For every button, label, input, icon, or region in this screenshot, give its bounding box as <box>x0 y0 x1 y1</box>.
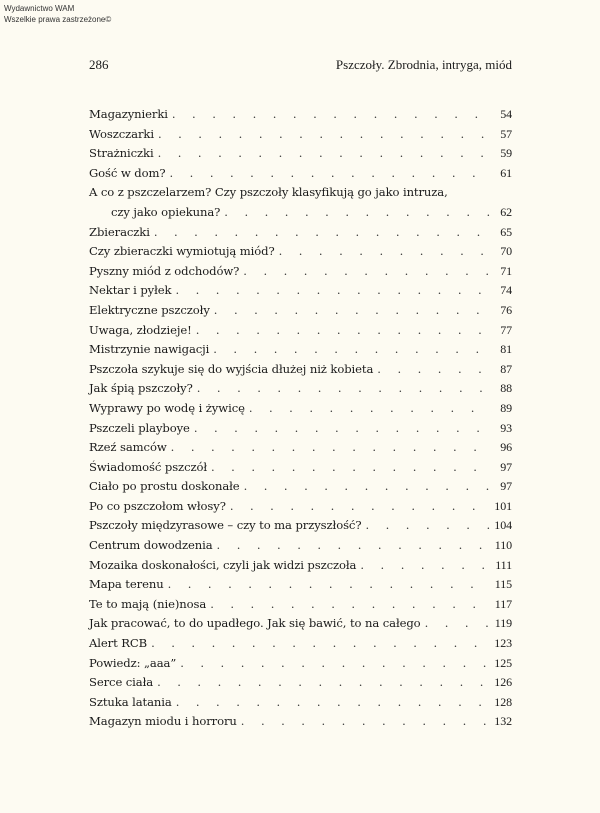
table-of-contents <box>89 105 512 732</box>
toc-entry <box>89 419 512 439</box>
toc-entry-page: 132 <box>494 714 512 729</box>
toc-entry-title: Powiedz: „aaa” <box>89 655 177 670</box>
dot-leader <box>244 477 492 497</box>
dot-leader <box>175 281 492 301</box>
toc-entry <box>89 438 512 458</box>
toc-entry-title-line1: A co z pszczelarzem? Czy pszczoły klasyfikują go jako intruza, <box>89 185 448 200</box>
toc-entry-page: 59 <box>500 146 512 161</box>
dot-leader <box>279 242 492 262</box>
dot-leader <box>425 614 491 634</box>
toc-entry <box>89 693 512 713</box>
dot-leader <box>210 595 491 615</box>
toc-entry-page: 71 <box>500 263 512 278</box>
toc-entry-page: 117 <box>494 596 512 611</box>
toc-entry-page: 57 <box>500 126 512 141</box>
dot-leader <box>360 556 491 576</box>
page-number: 286 <box>89 57 109 72</box>
dot-leader <box>249 399 492 419</box>
toc-entry <box>89 536 512 556</box>
toc-entry <box>89 125 512 145</box>
dot-leader <box>170 164 493 184</box>
dot-leader <box>158 125 492 145</box>
toc-entry-title: Sztuka latania <box>89 694 172 709</box>
copyright-notice: Wszelkie prawa zastrzeżone© <box>4 15 112 24</box>
toc-entry-page: 97 <box>500 459 512 474</box>
toc-entry-title: Te to mają (nie)nosa <box>89 596 207 611</box>
toc-entry-title: Wyprawy po wodę i żywicę <box>89 400 245 415</box>
dot-leader <box>224 203 492 223</box>
dot-leader <box>241 712 491 732</box>
toc-entry-title: Pszczoły międzyrasowe – czy to ma przyszłość? <box>89 518 362 533</box>
toc-entry-page: 88 <box>500 381 512 396</box>
toc-entry <box>89 242 512 262</box>
dot-leader <box>196 321 492 341</box>
toc-entry-title: Nektar i pyłek <box>89 283 172 298</box>
toc-entry-page: 123 <box>494 636 512 651</box>
running-title: Pszczoły. Zbrodnia, intryga, miód <box>335 57 512 72</box>
toc-entry-page: 126 <box>494 675 512 690</box>
toc-entry-title: Strażniczki <box>89 146 154 161</box>
toc-entry-title: Magazynierki <box>89 107 168 121</box>
toc-entry-page: 115 <box>494 577 512 592</box>
dot-leader <box>243 262 492 282</box>
toc-entry <box>89 556 512 576</box>
dot-leader <box>194 419 492 439</box>
toc-entry-title: Alert RCB <box>89 636 148 651</box>
toc-entry-page: 62 <box>500 204 512 219</box>
toc-entry-page: 65 <box>500 224 512 239</box>
toc-entry-page: 81 <box>500 342 512 357</box>
dot-leader <box>157 673 490 693</box>
toc-entry <box>89 360 512 380</box>
dot-leader <box>230 497 490 517</box>
toc-entry <box>89 516 512 536</box>
toc-entry-page: 70 <box>500 244 512 259</box>
toc-entry-page: 101 <box>494 498 512 513</box>
toc-entry-title: Mapa terenu <box>89 577 164 592</box>
publisher-notice <box>4 3 111 25</box>
toc-entry-title: Gość w dom? <box>89 165 166 180</box>
dot-leader <box>213 340 492 360</box>
toc-entry-page: 61 <box>500 165 512 180</box>
toc-entry-title: Mistrzynie nawigacji <box>89 342 210 357</box>
toc-entry-title: Czy zbieraczki wymiotują miód? <box>89 244 275 259</box>
toc-entry-title: Jak śpią pszczoły? <box>89 381 193 396</box>
toc-entry-title: Rzeź samców <box>89 440 167 455</box>
dot-leader <box>180 654 490 674</box>
toc-entry <box>89 712 512 732</box>
toc-entry-page: 89 <box>500 400 512 415</box>
toc-entry-title: Jak pracować, to do upadłego. Jak się bawić, to na całego <box>89 616 421 631</box>
toc-entry-page: 128 <box>494 694 512 709</box>
dot-leader <box>168 575 491 595</box>
toc-entry <box>89 673 512 693</box>
dot-leader <box>365 516 490 536</box>
toc-entry-page: 97 <box>500 479 512 494</box>
toc-entry <box>89 654 512 674</box>
toc-entry <box>89 575 512 595</box>
toc-entry-title: Serce ciała <box>89 675 154 690</box>
page-header <box>89 57 512 77</box>
dot-leader <box>151 634 490 654</box>
toc-entry-title: Elektryczne pszczoły <box>89 302 210 317</box>
toc-entry-page: 54 <box>500 107 512 121</box>
toc-entry-page: 76 <box>500 302 512 317</box>
toc-entry-title: Woszczarki <box>89 126 154 141</box>
toc-entry-page: 111 <box>495 557 512 572</box>
dot-leader <box>176 693 491 713</box>
publisher-name: Wydawnictwo WAM <box>4 4 75 13</box>
dot-leader <box>172 105 492 125</box>
toc-entry-title: Po co pszczołom włosy? <box>89 498 226 513</box>
toc-entry-page: 119 <box>494 616 512 631</box>
toc-entry <box>89 164 512 184</box>
dot-leader <box>211 458 492 478</box>
dot-leader <box>158 144 492 164</box>
toc-entry <box>89 497 512 517</box>
toc-entry <box>89 340 512 360</box>
toc-entry-page: 125 <box>494 655 512 670</box>
toc-entry-title: Świadomość pszczół <box>89 459 208 474</box>
toc-entry-title: Mozaika doskonałości, czyli jak widzi pszczoła <box>89 557 357 572</box>
toc-entry-page: 74 <box>500 283 512 298</box>
toc-entry-page: 93 <box>500 420 512 435</box>
toc-entry-title: Uwaga, złodzieje! <box>89 322 192 337</box>
dot-leader <box>217 536 491 556</box>
toc-entry-multiline <box>89 183 512 222</box>
toc-entry-title: Ciało po prostu doskonałe <box>89 479 240 494</box>
toc-entry-title: Pszczoła szykuje się do wyjścia dłużej niż kobieta <box>89 361 374 376</box>
toc-entry <box>89 223 512 243</box>
toc-entry <box>89 379 512 399</box>
toc-entry-title: Centrum dowodzenia <box>89 538 213 553</box>
toc-entry-page: 77 <box>500 322 512 337</box>
toc-entry <box>89 105 512 125</box>
toc-entry-title: Pszczeli playboye <box>89 420 190 435</box>
toc-entry-continuation <box>89 203 512 223</box>
toc-entry-page: 87 <box>500 361 512 376</box>
dot-leader <box>154 223 492 243</box>
toc-entry <box>89 301 512 321</box>
toc-entry <box>89 262 512 282</box>
toc-entry-title: Zbieraczki <box>89 224 150 239</box>
toc-entry <box>89 595 512 615</box>
toc-entry <box>89 634 512 654</box>
dot-leader <box>377 360 492 380</box>
dot-leader <box>171 438 492 458</box>
toc-entry <box>89 399 512 419</box>
dot-leader <box>197 379 492 399</box>
toc-entry-title: Magazyn miodu i horroru <box>89 714 237 729</box>
toc-entry-title-line2: czy jako opiekuna? <box>111 204 221 219</box>
toc-entry <box>89 321 512 341</box>
toc-entry <box>89 458 512 478</box>
toc-entry-title: Pyszny miód z odchodów? <box>89 263 240 278</box>
toc-entry <box>89 614 512 634</box>
toc-entry <box>89 477 512 497</box>
toc-entry-page: 110 <box>494 538 512 553</box>
dot-leader <box>214 301 492 321</box>
toc-entry-page: 104 <box>494 518 512 533</box>
toc-entry <box>89 144 512 164</box>
toc-entry-page: 96 <box>500 440 512 455</box>
toc-entry <box>89 281 512 301</box>
